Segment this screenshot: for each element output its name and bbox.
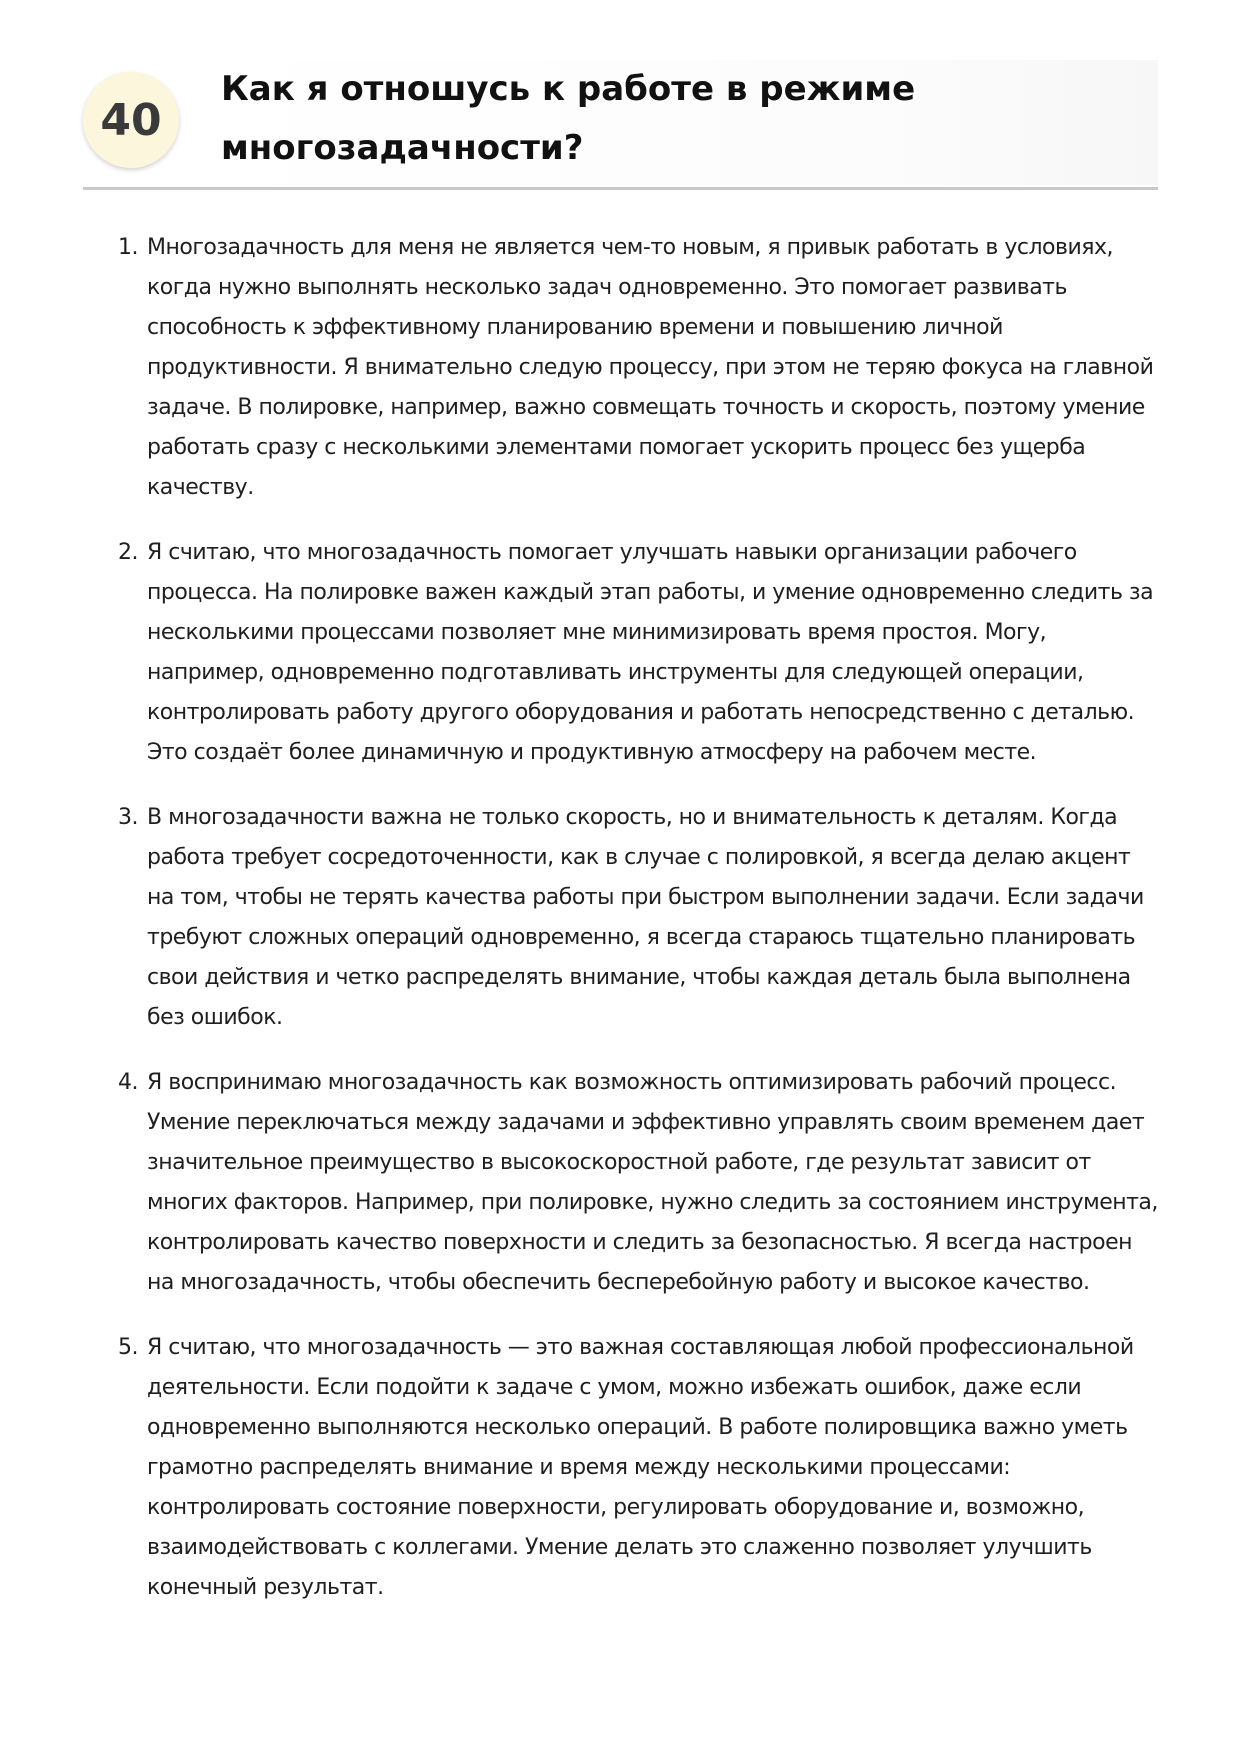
answer-text: Я считаю, что многозадачность — это важная составляющая любой профессиональной деятельности. Если подойти к задаче с умом, можно избежать ошибок, даже если одновременно выполняются несколько операций. В работе полировщика важно уметь грамотно распределять внимание и время между несколькими процессами: контролировать состояние поверхности, регулировать оборудование и, возможно, взаимодействовать с коллегами. Умение делать это слаженно позволяет улучшить конечный результат.	[147, 1335, 1134, 1600]
answer-list	[118, 228, 1163, 1633]
answer-item-2	[118, 533, 1163, 773]
question-number-badge: 40	[83, 72, 179, 168]
answer-number: 5.	[118, 1335, 138, 1360]
answer-text: Я воспринимаю многозадачность как возможность оптимизировать рабочий процесс. Умение переключаться между задачами и эффективно управлять своим временем дает значительное преимущество в высокоскоростной работе, где результат зависит от многих факторов. Например, при полировке, нужно следить за состоянием инструмента, контролировать качество поверхности и следить за безопасностью. Я всегда настроен на многозадачность, чтобы обеспечить бесперебойную работу и высокое качество.	[147, 1070, 1158, 1295]
answer-number: 2.	[118, 540, 138, 565]
answer-text: Многозадачность для меня не является чем-то новым, я привык работать в условиях, когда нужно выполнять несколько задач одновременно. Это помогает развивать способность к эффективному планированию времени и повышению личной продуктивности. Я внимательно следую процессу, при этом не теряю фокуса на главной задаче. В полировке, например, важно совмещать точность и скорость, поэтому умение работать сразу с несколькими элементами помогает ускорить процесс без ущерба качеству.	[147, 235, 1154, 500]
question-title: Как я отношусь к работе в режиме многозадачности?	[221, 69, 916, 168]
answer-item-5	[118, 1328, 1163, 1608]
answer-item-3	[118, 798, 1163, 1038]
answer-number: 4.	[118, 1070, 138, 1095]
answer-number: 3.	[118, 805, 138, 830]
answer-number: 1.	[118, 235, 138, 260]
answer-text: Я считаю, что многозадачность помогает улучшать навыки организации рабочего процесса. На полировке важен каждый этап работы, и умение одновременно следить за несколькими процессами позволяет мне минимизировать время простоя. Могу, например, одновременно подготавливать инструменты для следующей операции, контролировать работу другого оборудования и работать непосредственно с деталью. Это создаёт более динамичную и продуктивную атмосферу на рабочем месте.	[147, 540, 1154, 765]
question-header	[83, 60, 1158, 190]
answer-text: В многозадачности важна не только скорость, но и внимательность к деталям. Когда работа требует сосредоточенности, как в случае с полировкой, я всегда делаю акцент на том, чтобы не терять качества работы при быстром выполнении задачи. Если задачи требуют сложных операций одновременно, я всегда стараюсь тщательно планировать свои действия и четко распределять внимание, чтобы каждая деталь была выполнена без ошибок.	[147, 805, 1144, 1030]
answer-item-4	[118, 1063, 1163, 1303]
answer-item-1	[118, 228, 1163, 508]
